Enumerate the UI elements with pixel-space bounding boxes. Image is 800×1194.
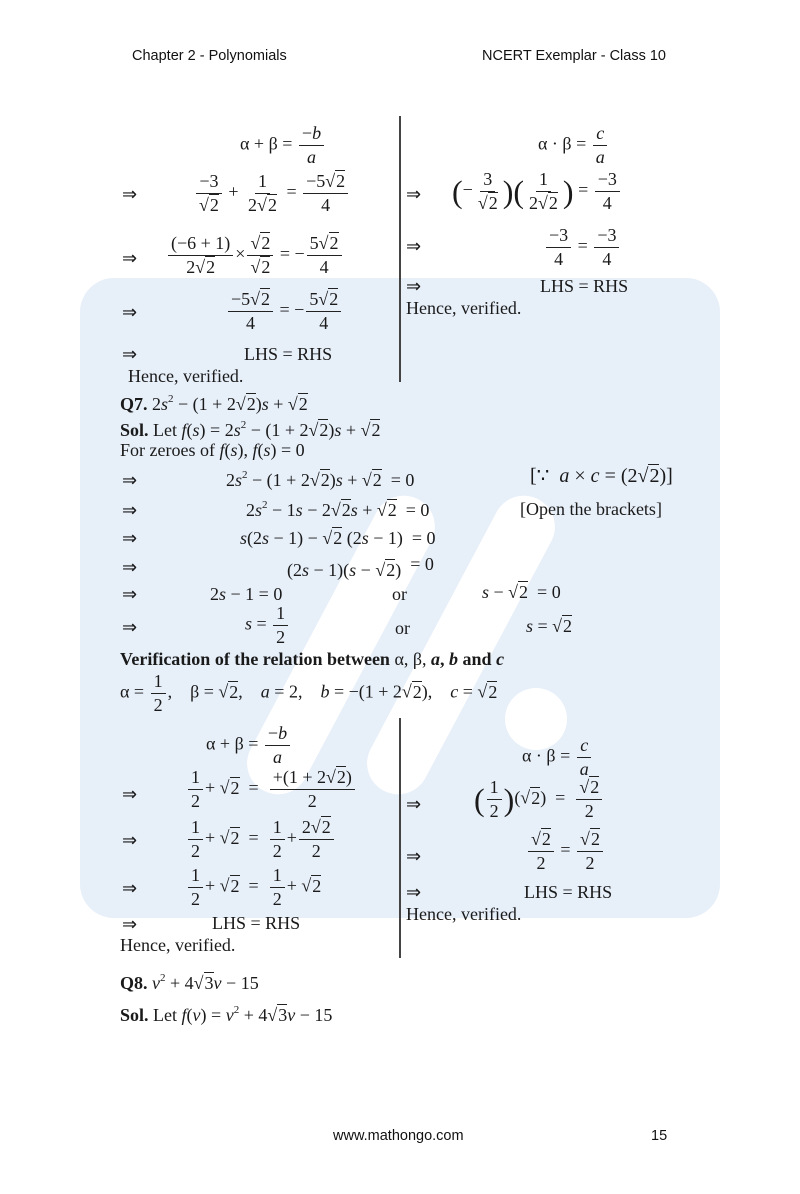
equation: $\frac{1}{2}$ + √2 = $\frac{1}{2}$ + $\frac{2√2}{2}$ [186, 818, 336, 861]
or-text: or [395, 618, 410, 638]
equation: $\frac{1}{2}$ + √2 = $\frac{+(1 + 2√2)}{2}$ [186, 768, 357, 811]
implies-icon: ⇒ [122, 528, 138, 549]
step-1: $2s^2 - (1 + 2√2)s + √2 = 0$ [226, 469, 415, 490]
solution-label: Sol. [120, 1005, 149, 1025]
step-3: s(2s − 1) − √2 (2s − 1) = 0 [240, 528, 436, 548]
step-2-note: [Open the brackets] [520, 499, 662, 519]
root-values: α = $\frac{1}{2}$ , β = √2, a = 2, b = −(1 + 2√2), c = √2 [120, 671, 498, 715]
step-4: (2s − 1)(s − √2) = 0 [287, 554, 434, 580]
implies-icon: ⇒ [406, 236, 422, 257]
equation: $\frac{(-6 + 1)}{2√2}$ × $\frac{√2}{√2}$ = − $\frac{5√2}{4}$ [166, 234, 344, 277]
root-2-equation: s − √2 = 0 [482, 582, 561, 602]
let-text: Let [153, 420, 178, 440]
question-line: Q8. $v^2 + 4√3v - 15$ [120, 972, 259, 993]
question-label: Q8. [120, 973, 148, 993]
let-text: Let [153, 1005, 178, 1025]
implies-icon: ⇒ [122, 914, 138, 935]
column-divider-bottom [399, 718, 401, 958]
implies-icon: ⇒ [122, 248, 138, 269]
equation: α · β = $\frac{c}{a}$ [522, 736, 594, 779]
implies-icon: ⇒ [122, 500, 138, 521]
implies-icon: ⇒ [406, 184, 422, 205]
hence-verified: Hence, verified. [406, 298, 522, 318]
lhs-rhs: LHS = RHS [524, 882, 613, 902]
equation: α + β = $\frac{-b}{a}$ [206, 724, 292, 767]
step-2: $2s^2 - 1s - 2√2s + √2 = 0$ [246, 499, 430, 520]
root-1-value: s = $\frac{1}{2}$ [245, 604, 290, 647]
book-title: NCERT Exemplar - Class 10 [482, 48, 666, 64]
equation: (− $\frac{3}{√2}$ )( $\frac{1}{2√2}$ ) = $\frac{-3}{4}$ [452, 170, 622, 213]
step-1-note: [∵ a × c = (2√2)] [530, 465, 673, 487]
solution-line: Sol. Let $f(s) = 2s^2 - (1 + 2√2)s + √2$ [120, 419, 381, 440]
zeroes-line: For zeroes of f(s), f(s) = 0 [120, 440, 305, 460]
question-line: Q7. $2s^2 - (1 + 2√2)s + √2$ [120, 393, 308, 414]
question-label: Q7. [120, 394, 148, 414]
equation: $\frac{√2}{2}$ = $\frac{√2}{2}$ [526, 830, 605, 873]
equation: α + β = $\frac{-b}{a}$ [240, 124, 326, 167]
page-number: 15 [651, 1128, 668, 1144]
equation: $\frac{-3}{4}$ = $\frac{-3}{4}$ [544, 226, 621, 269]
lhs-rhs: LHS = RHS [244, 344, 333, 364]
verification-heading: Verification of the relation between α, β, a, b and c [120, 649, 505, 669]
implies-icon: ⇒ [406, 276, 422, 297]
equation: $\frac{-5√2}{4}$ = − $\frac{5√2}{4}$ [226, 290, 343, 333]
hence-verified: Hence, verified. [128, 366, 244, 386]
implies-icon: ⇒ [406, 794, 422, 815]
equation: α · β = $\frac{c}{a}$ [538, 124, 610, 167]
hence-verified: Hence, verified. [120, 935, 236, 955]
equation: $\frac{-3}{√2}$ + $\frac{1}{2√2}$ = $\frac{-5√2}{4}$ [194, 172, 350, 215]
hence-verified: Hence, verified. [406, 904, 522, 924]
implies-icon: ⇒ [122, 830, 138, 851]
implies-icon: ⇒ [406, 846, 422, 867]
root-1-equation: 2s − 1 = 0 [210, 584, 283, 604]
solution-label: Sol. [120, 420, 149, 440]
root-2-value: s = √2 [526, 616, 573, 636]
column-divider-top [399, 116, 401, 382]
lhs-rhs: LHS = RHS [540, 276, 629, 296]
implies-icon: ⇒ [122, 344, 138, 365]
chapter-title: Chapter 2 - Polynomials [132, 48, 287, 64]
implies-icon: ⇒ [122, 184, 138, 205]
implies-icon: ⇒ [122, 878, 138, 899]
implies-icon: ⇒ [122, 302, 138, 323]
implies-icon: ⇒ [122, 470, 138, 491]
implies-icon: ⇒ [122, 584, 138, 605]
lhs-rhs: LHS = RHS [212, 913, 301, 933]
implies-icon: ⇒ [406, 882, 422, 903]
website-link[interactable]: www.mathongo.com [333, 1128, 464, 1144]
equation: $\frac{1}{2}$ + √2 = $\frac{1}{2}$ + √2 [186, 866, 321, 909]
implies-icon: ⇒ [122, 784, 138, 805]
implies-icon: ⇒ [122, 617, 138, 638]
solution-line: Sol. Let $f(v) = v^2 + 4√3v - 15$ [120, 1004, 333, 1025]
or-text: or [392, 584, 407, 604]
equation: ( $\frac{1}{2}$ )(√2) = $\frac{√2}{2}$ [474, 778, 604, 821]
implies-icon: ⇒ [122, 557, 138, 578]
